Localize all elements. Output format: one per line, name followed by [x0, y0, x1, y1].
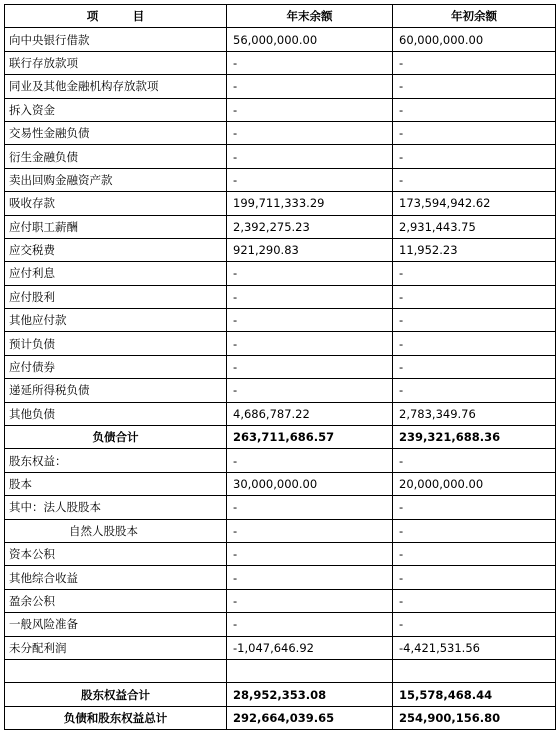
row-label: 股东权益： — [5, 449, 227, 472]
row-year-begin-value: 60,000,000.00 — [393, 28, 556, 51]
row-label: 向中央银行借款 — [5, 28, 227, 51]
row-year-begin-value: - — [393, 519, 556, 542]
table-row — [5, 332, 556, 355]
table-row — [5, 636, 556, 659]
table-row — [5, 238, 556, 261]
row-year-begin-value: - — [393, 542, 556, 565]
row-label: 其他综合收益 — [5, 566, 227, 589]
row-year-begin-value: - — [393, 145, 556, 168]
row-label: 股本 — [5, 472, 227, 495]
row-year-begin-value: - — [393, 262, 556, 285]
row-year-begin-value: - — [393, 613, 556, 636]
row-year-begin-value: - — [393, 75, 556, 98]
row-year-end-value: 292,664,039.65 — [227, 706, 393, 729]
balance-sheet-table — [4, 4, 556, 730]
row-year-begin-value: 2,931,443.75 — [393, 215, 556, 238]
row-year-begin-value: -4,421,531.56 — [393, 636, 556, 659]
row-label: 股东权益合计 — [5, 683, 227, 706]
row-year-end-value: 30,000,000.00 — [227, 472, 393, 495]
row-year-end-value: 28,952,353.08 — [227, 683, 393, 706]
row-year-end-value: - — [227, 519, 393, 542]
table-row — [5, 98, 556, 121]
row-label: 吸收存款 — [5, 192, 227, 215]
row-year-end-value: - — [227, 285, 393, 308]
table-row — [5, 472, 556, 495]
table-row — [5, 192, 556, 215]
row-label: 应交税费 — [5, 238, 227, 261]
row-year-begin-value: 173,594,942.62 — [393, 192, 556, 215]
row-year-begin-value: 20,000,000.00 — [393, 472, 556, 495]
table-row — [5, 496, 556, 519]
row-year-begin-value: 11,952.23 — [393, 238, 556, 261]
row-year-begin-value: - — [393, 121, 556, 144]
row-label: 应付债券 — [5, 355, 227, 378]
row-year-end-value: - — [227, 542, 393, 565]
table-row — [5, 355, 556, 378]
table-row — [5, 28, 556, 51]
row-year-end-value: - — [227, 589, 393, 612]
header-year-begin: 年初余额 — [393, 5, 556, 28]
row-year-end-value: - — [227, 332, 393, 355]
table-row — [5, 426, 556, 449]
row-year-begin-value: - — [393, 51, 556, 74]
row-label: 同业及其他金融机构存放款项 — [5, 75, 227, 98]
row-year-begin-value: - — [393, 168, 556, 191]
table-row — [5, 449, 556, 472]
table-row — [5, 613, 556, 636]
row-year-end-value: - — [227, 379, 393, 402]
table-row — [5, 75, 556, 98]
row-label: 拆入资金 — [5, 98, 227, 121]
table-body — [5, 28, 556, 730]
table-row — [5, 121, 556, 144]
row-year-end-value: - — [227, 145, 393, 168]
header-item: 项 目 — [5, 5, 227, 28]
row-year-begin-value: 15,578,468.44 — [393, 683, 556, 706]
row-label: 联行存放款项 — [5, 51, 227, 74]
table-row — [5, 379, 556, 402]
row-label: 应付股利 — [5, 285, 227, 308]
table-row — [5, 309, 556, 332]
row-year-begin-value: - — [393, 98, 556, 121]
table-row — [5, 402, 556, 425]
row-label: 应付利息 — [5, 262, 227, 285]
row-year-begin-value: - — [393, 379, 556, 402]
row-year-end-value: - — [227, 75, 393, 98]
table-row — [5, 145, 556, 168]
row-label: 其他负债 — [5, 402, 227, 425]
table-row — [5, 706, 556, 729]
row-year-begin-value: - — [393, 566, 556, 589]
row-year-end-value: 921,290.83 — [227, 238, 393, 261]
row-label: 负债和股东权益总计 — [5, 706, 227, 729]
row-year-begin-value: - — [393, 332, 556, 355]
row-year-end-value: - — [227, 355, 393, 378]
row-year-end-value: 2,392,275.23 — [227, 215, 393, 238]
table-row — [5, 262, 556, 285]
table-row — [5, 285, 556, 308]
row-label: 一般风险准备 — [5, 613, 227, 636]
table-row — [5, 168, 556, 191]
row-label: 衍生金融负债 — [5, 145, 227, 168]
row-year-begin-value: 254,900,156.80 — [393, 706, 556, 729]
row-year-begin-value: - — [393, 285, 556, 308]
table-header-row — [5, 5, 556, 28]
row-year-end-value: - — [227, 566, 393, 589]
table-row — [5, 215, 556, 238]
table-row — [5, 659, 556, 682]
row-label: 盈余公积 — [5, 589, 227, 612]
row-year-begin-value: 239,321,688.36 — [393, 426, 556, 449]
row-year-end-value: - — [227, 98, 393, 121]
row-year-begin-value: - — [393, 589, 556, 612]
table-row — [5, 51, 556, 74]
row-year-end-value: 263,711,686.57 — [227, 426, 393, 449]
row-year-end-value: - — [227, 613, 393, 636]
row-year-end-value: - — [227, 121, 393, 144]
row-year-end-value: 199,711,333.29 — [227, 192, 393, 215]
row-year-end-value: -1,047,646.92 — [227, 636, 393, 659]
row-year-begin-value: 2,783,349.76 — [393, 402, 556, 425]
row-year-end-value: - — [227, 496, 393, 519]
row-year-begin-value: - — [393, 449, 556, 472]
table-row — [5, 566, 556, 589]
table-row — [5, 542, 556, 565]
row-label: 递延所得税负债 — [5, 379, 227, 402]
row-label: 交易性金融负债 — [5, 121, 227, 144]
table-row — [5, 683, 556, 706]
row-year-end-value: - — [227, 449, 393, 472]
row-label: 应付职工薪酬 — [5, 215, 227, 238]
row-year-end-value: - — [227, 262, 393, 285]
row-label: 自然人股股本 — [5, 519, 227, 542]
table-row — [5, 519, 556, 542]
table-row — [5, 589, 556, 612]
row-label: 资本公积 — [5, 542, 227, 565]
row-label — [5, 659, 227, 682]
row-year-begin-value: - — [393, 496, 556, 519]
row-year-end-value: 4,686,787.22 — [227, 402, 393, 425]
row-label: 其中：法人股股本 — [5, 496, 227, 519]
row-year-end-value: - — [227, 51, 393, 74]
row-year-end-value: - — [227, 309, 393, 332]
row-label: 其他应付款 — [5, 309, 227, 332]
row-year-begin-value: - — [393, 309, 556, 332]
header-year-end: 年末余额 — [227, 5, 393, 28]
row-label: 未分配利润 — [5, 636, 227, 659]
row-label: 负债合计 — [5, 426, 227, 449]
row-year-end-value: - — [227, 168, 393, 191]
row-label: 卖出回购金融资产款 — [5, 168, 227, 191]
row-label: 预计负债 — [5, 332, 227, 355]
row-year-end-value: 56,000,000.00 — [227, 28, 393, 51]
row-year-end-value — [227, 659, 393, 682]
row-year-begin-value — [393, 659, 556, 682]
row-year-begin-value: - — [393, 355, 556, 378]
